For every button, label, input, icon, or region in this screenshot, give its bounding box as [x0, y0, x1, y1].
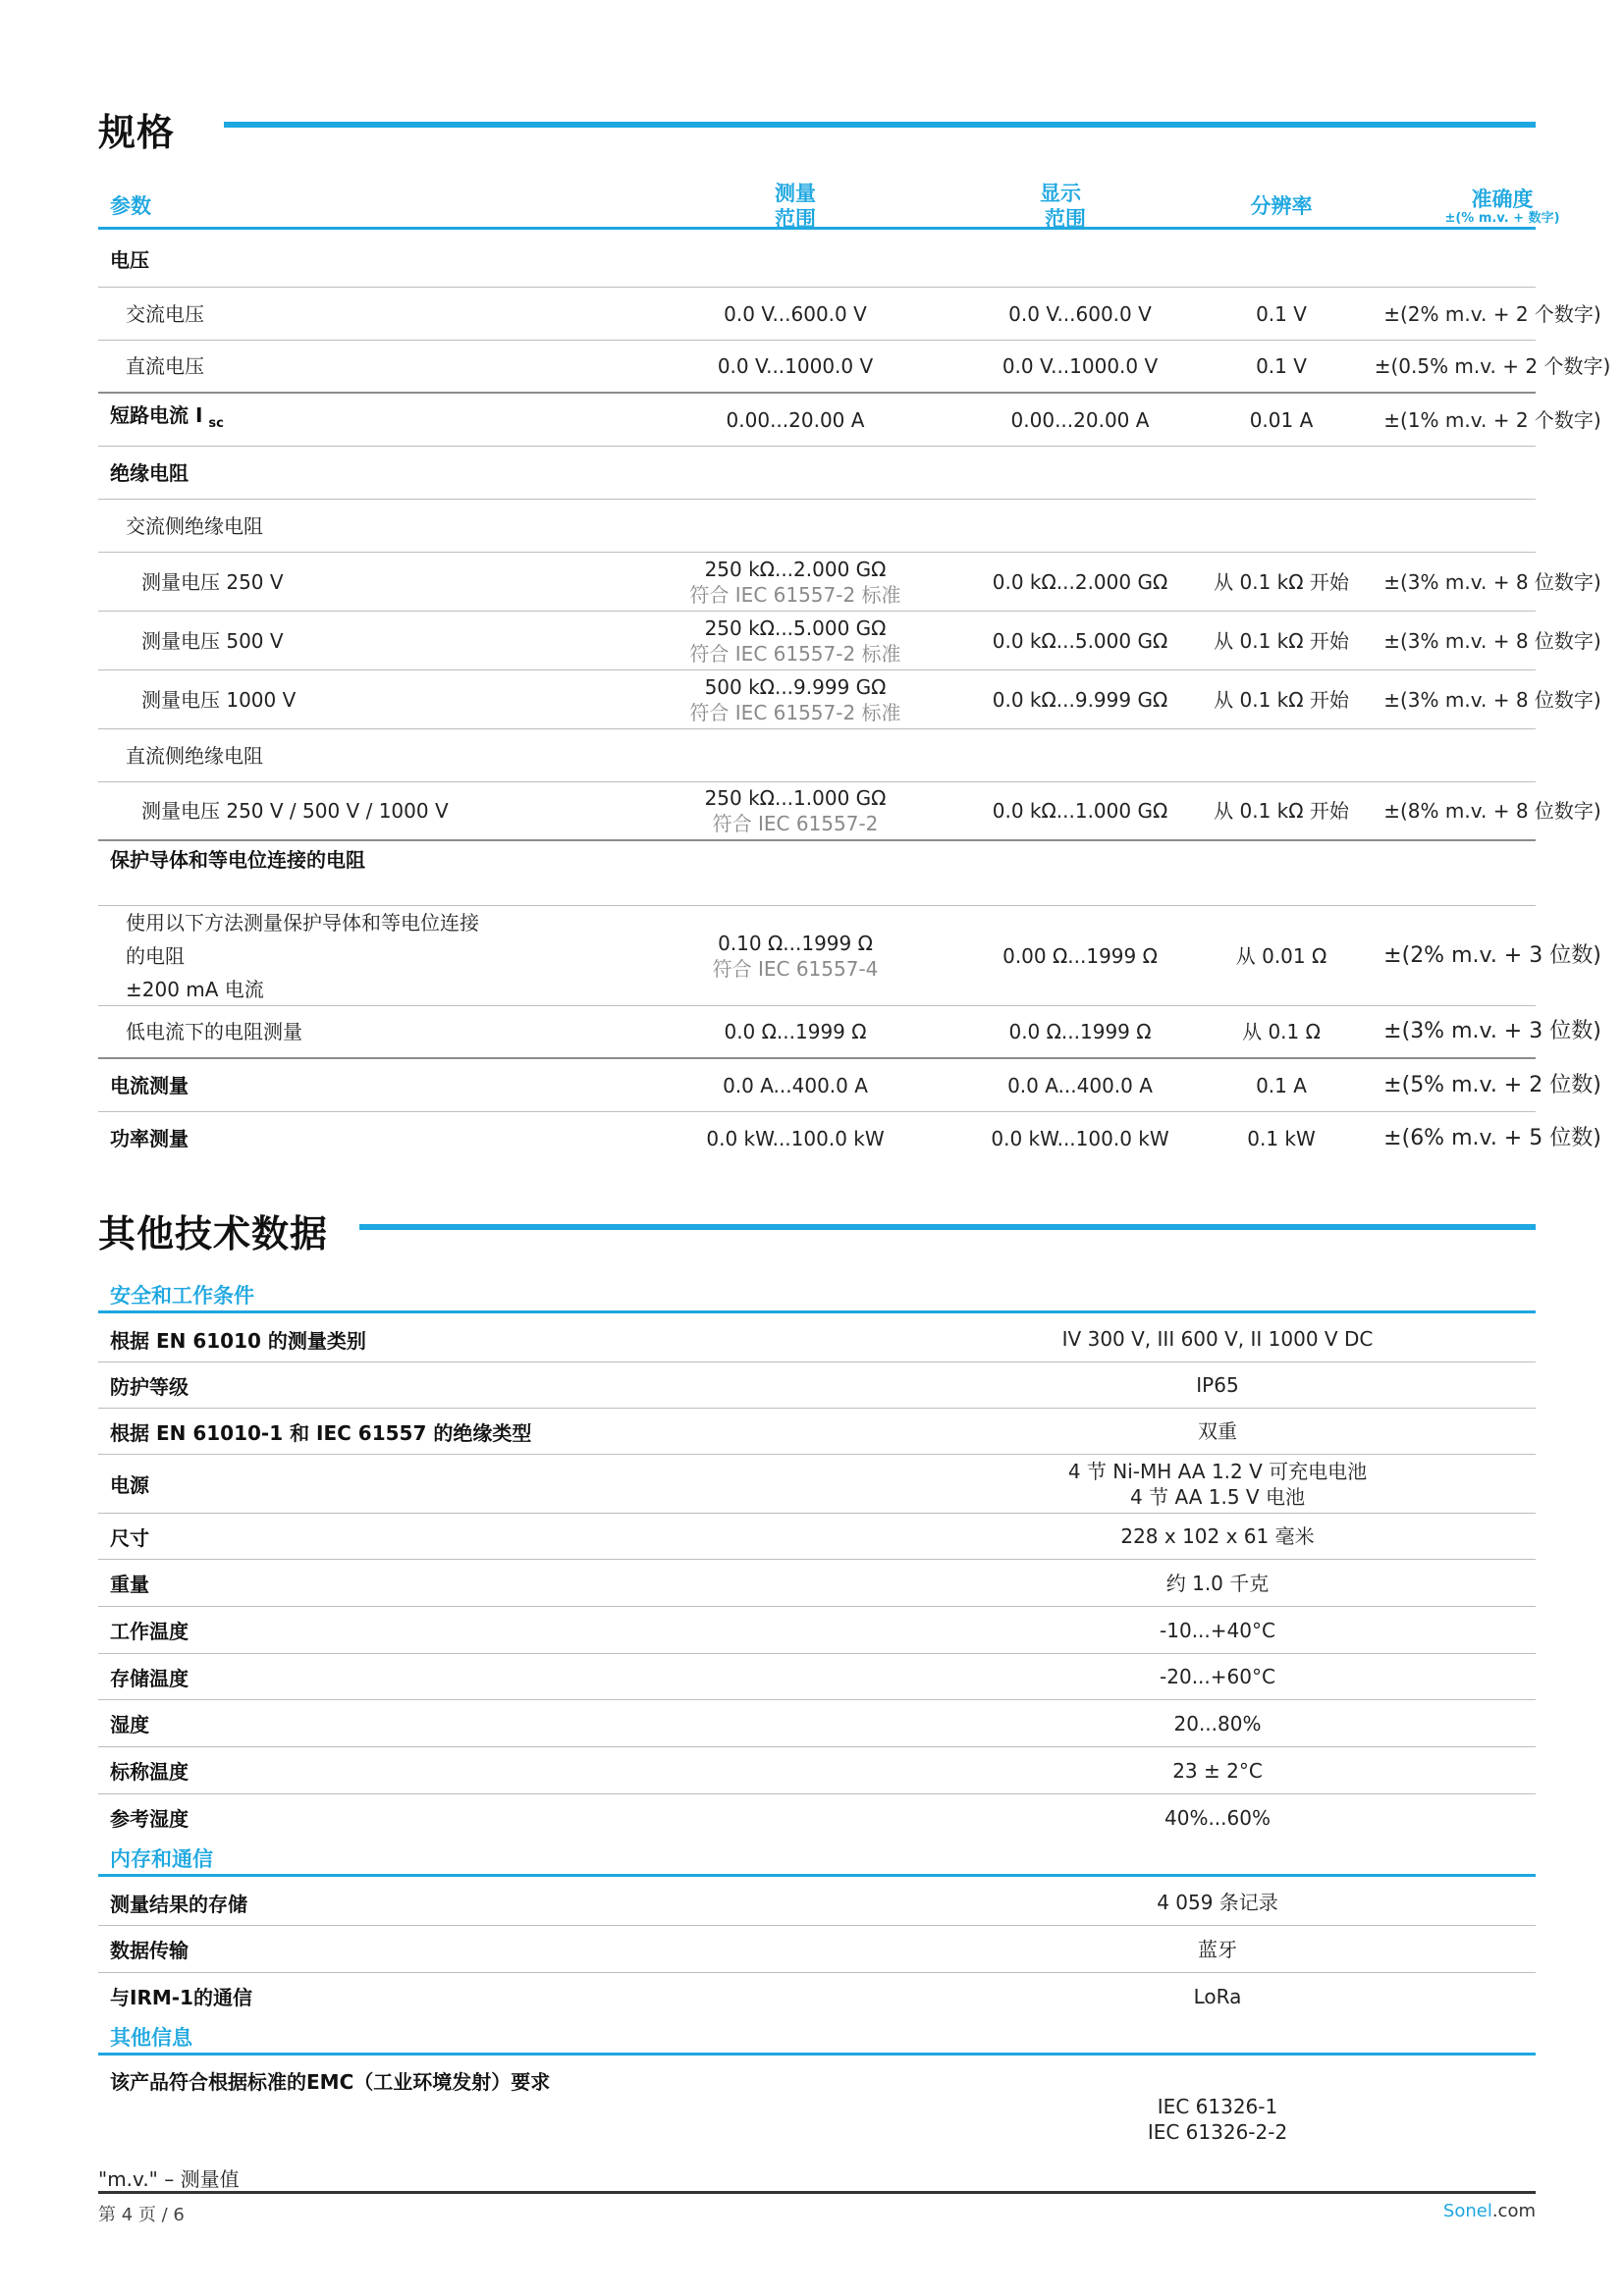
spec-row-pe-200ma [98, 906, 1601, 1006]
safety-row: 标称温度 23 ± 2°C [98, 1747, 1536, 1794]
param-label: 使用以下方法测量保护导体和等电位连接 的电阻 ±200 mA 电流 [126, 910, 479, 1001]
header-accuracy: 准确度 ±(% m.v. + 数字) [1444, 187, 1560, 226]
safety-row: 湿度 20...80% [98, 1700, 1536, 1747]
param-label: 测量电压 250 V / 500 V / 1000 V [141, 799, 449, 823]
spec-title-rule [224, 122, 1536, 128]
other-title-rule [359, 1224, 1536, 1230]
safety-row: 根据 EN 61010-1 和 IEC 61557 的绝缘类型 双重 [98, 1409, 1536, 1455]
param-label: 直流电压 [126, 354, 204, 378]
measure-range: 0.10 Ω...1999 Ω 符合 IEC 61557-4 [712, 931, 879, 981]
info-row: 该产品符合根据标准的EMC（工业环境发射）要求 IEC 61326-1 IEC 61326-2-2 [110, 2070, 1288, 2144]
accuracy: ±(2% m.v. + 3 位数) [1383, 942, 1601, 968]
display-range: 0.00...20.00 A [1010, 407, 1150, 432]
accuracy: ±(2% m.v. + 2 个数字) [1383, 301, 1601, 326]
measure-range: 0.0 Ω...1999 Ω [724, 1020, 867, 1043]
spec-row-ac-500v [98, 612, 1601, 670]
measure-range: 0.0 A...400.0 A [723, 1073, 868, 1097]
other-section-title: 其他技术数据 [98, 1212, 329, 1255]
resolution: 0.01 A [1249, 407, 1314, 432]
safety-row: 存储温度 -20...+60°C [98, 1654, 1536, 1700]
display-range: 0.00 Ω...1999 Ω [1002, 943, 1158, 968]
accuracy: ±(3% m.v. + 3 位数) [1383, 1019, 1601, 1043]
spec-row-current-measurement [98, 1059, 1601, 1112]
accuracy: ±(0.5% m.v. + 2 个数字) [1374, 354, 1611, 378]
spec-table-header [98, 182, 1560, 231]
resolution: 0.1 V [1256, 301, 1307, 326]
display-range: 0.0 kΩ...2.000 GΩ [992, 569, 1168, 594]
param-label: 测量电压 250 V [141, 569, 284, 594]
footer-rule [98, 2191, 1536, 2194]
display-range: 0.0 V...1000.0 V [1001, 354, 1159, 378]
resolution: 从 0.01 Ω [1235, 943, 1327, 968]
display-range: 0.0 Ω...1999 Ω [1008, 1020, 1152, 1043]
param-label: 直流侧绝缘电阻 [126, 743, 263, 768]
param-label: 低电流下的电阻测量 [126, 1020, 302, 1043]
accuracy: ±(3% m.v. + 8 位数字) [1383, 628, 1601, 653]
measure-range: 0.00...20.00 A [726, 407, 865, 432]
measure-range: 0.0 V...1000.0 V [717, 354, 874, 378]
accuracy: ±(6% m.v. + 5 位数) [1383, 1126, 1601, 1150]
header-display-range: 显示 范围 [1040, 182, 1086, 231]
param-label: 测量电压 500 V [141, 628, 284, 653]
param-label: 保护导体和等电位连接的电阻 [110, 848, 365, 872]
display-range: 0.0 kΩ...1.000 GΩ [992, 799, 1168, 823]
spec-row-low-current-resistance [98, 1006, 1601, 1059]
safety-row: 尺寸 228 x 102 x 61 毫米 [98, 1514, 1536, 1560]
measure-range: 500 kΩ...9.999 GΩ 符合 IEC 61557-2 标准 [689, 674, 901, 724]
param-label: 绝缘电阻 [110, 460, 189, 485]
safety-subheading: 安全和工作条件 [98, 1278, 1536, 1313]
display-range: 0.0 kW...100.0 kW [991, 1127, 1169, 1150]
resolution: 从 0.1 kΩ 开始 [1214, 799, 1349, 823]
param-label: 电压 [110, 247, 149, 272]
safety-row: 工作温度 -10...+40°C [98, 1607, 1536, 1654]
measure-range: 250 kΩ...1.000 GΩ 符合 IEC 61557-2 [704, 786, 887, 835]
header-param: 参数 [110, 194, 151, 218]
resolution: 从 0.1 kΩ 开始 [1214, 569, 1349, 594]
resolution: 0.1 A [1256, 1073, 1307, 1097]
spec-row-pe-resistance-group [98, 841, 1536, 906]
resolution: 0.1 kW [1247, 1127, 1316, 1150]
measure-range: 250 kΩ...5.000 GΩ 符合 IEC 61557-2 标准 [689, 615, 901, 666]
safety-row: 根据 EN 61010 的测量类别 IV 300 V, III 600 V, II 1000 V DC [98, 1316, 1536, 1362]
footnote: "m.v." – 测量值 [98, 2167, 240, 2191]
page-number: 第 4 页 / 6 [98, 2205, 185, 2225]
accuracy: ±(5% m.v. + 2 位数) [1383, 1072, 1601, 1097]
safety-row: 重量 约 1.0 千克 [98, 1560, 1536, 1607]
safety-row: 电源 4 节 Ni-MH AA 1.2 V 可充电电池 4 节 AA 1.5 V 电池 [98, 1455, 1536, 1514]
spec-section-title: 规格 [98, 111, 176, 154]
spec-row-ac-voltage [98, 288, 1601, 341]
memory-row: 测量结果的存储 4 059 条记录 [98, 1880, 1536, 1926]
spec-row-ac-insulation [98, 500, 1536, 553]
param-label: 交流电压 [126, 301, 204, 326]
spec-row-short-circuit-current [98, 394, 1601, 447]
display-range: 0.0 kΩ...9.999 GΩ [992, 687, 1168, 712]
spec-row-insulation-group [98, 447, 1536, 500]
brand-link[interactable]: Sonel.com [1442, 2201, 1536, 2221]
spec-row-dc-insulation [98, 729, 1536, 782]
header-measure-range: 测量 范围 [775, 182, 816, 231]
spec-row-dc-all-voltages [98, 782, 1601, 841]
param-label: 短路电流 I $_{sc}$ [110, 403, 224, 431]
spec-row-ac-1000v [98, 670, 1601, 729]
accuracy: ±(3% m.v. + 8 位数字) [1383, 687, 1601, 712]
param-label: 电流测量 [110, 1073, 189, 1097]
measure-range: 0.0 kW...100.0 kW [706, 1127, 885, 1150]
accuracy: ±(1% m.v. + 2 个数字) [1383, 407, 1601, 432]
resolution: 从 0.1 kΩ 开始 [1214, 628, 1349, 653]
param-label: 交流侧绝缘电阻 [126, 513, 263, 538]
display-range: 0.0 V...600.0 V [1008, 301, 1152, 326]
display-range: 0.0 A...400.0 A [1007, 1073, 1153, 1097]
measure-range: 0.0 V...600.0 V [724, 301, 867, 326]
accuracy: ±(3% m.v. + 8 位数字) [1383, 569, 1601, 594]
memory-subheading: 内存和通信 [98, 1842, 1536, 1877]
accuracy: ±(8% m.v. + 8 位数字) [1383, 799, 1601, 823]
safety-row: 防护等级 IP65 [98, 1362, 1536, 1409]
measure-range: 250 kΩ...2.000 GΩ 符合 IEC 61557-2 标准 [689, 557, 901, 607]
param-label: 功率测量 [110, 1127, 189, 1150]
resolution: 0.1 V [1256, 354, 1307, 378]
spec-row-voltage-group [98, 233, 1536, 288]
safety-row: 参考湿度 40%...60% [110, 1805, 1271, 1831]
resolution: 从 0.1 Ω [1242, 1020, 1321, 1043]
param-label: 测量电压 1000 V [141, 687, 297, 712]
memory-row: 数据传输 蓝牙 [98, 1926, 1536, 1973]
info-subheading: 其他信息 [98, 2020, 1536, 2056]
resolution: 从 0.1 kΩ 开始 [1214, 687, 1349, 712]
header-resolution: 分辨率 [1250, 194, 1313, 218]
spec-row-ac-250v [98, 553, 1601, 612]
memory-row: 与IRM-1的通信 LoRa [110, 1984, 1242, 2009]
spec-row-dc-voltage [98, 341, 1611, 394]
spec-row-power-measurement [98, 1112, 1601, 1165]
display-range: 0.0 kΩ...5.000 GΩ [992, 628, 1168, 653]
